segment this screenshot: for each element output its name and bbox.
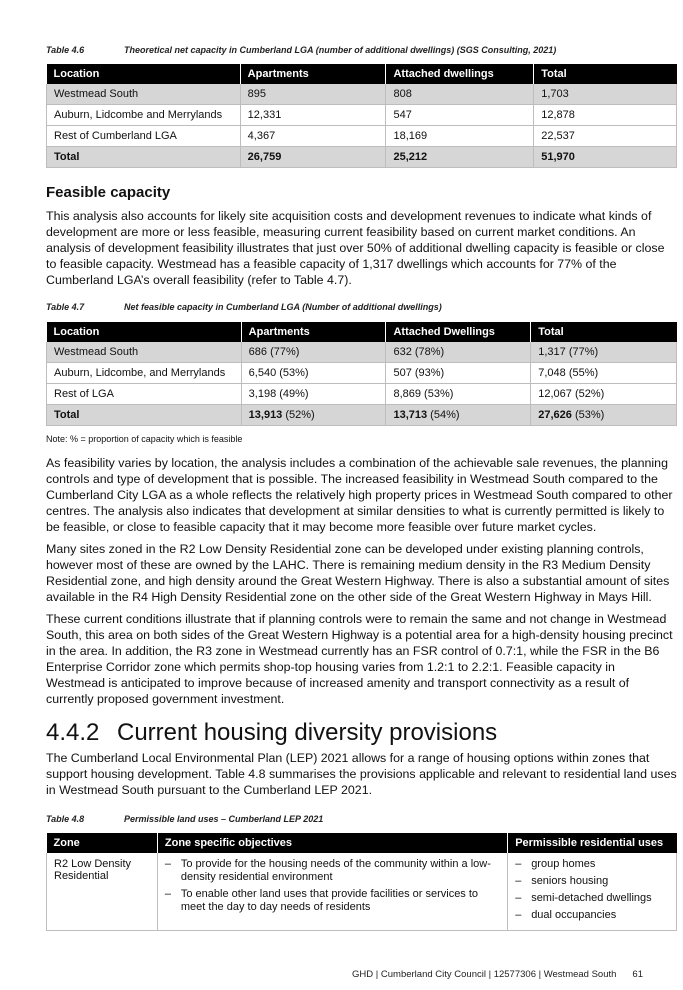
table-row (47, 84, 677, 105)
table-cell (241, 405, 386, 426)
uses-list (515, 858, 669, 922)
table-cell: Total (47, 405, 242, 426)
table-cell: 686 (77%) (241, 342, 386, 363)
table-total-row (47, 147, 677, 168)
table-cell: 6,540 (53%) (241, 363, 386, 384)
table-4-7-caption (46, 302, 442, 312)
table-cell: 7,048 (55%) (531, 363, 677, 384)
table-cell: 8,869 (53%) (386, 384, 531, 405)
column-header: Apartments (241, 322, 386, 342)
list-item: – group homes (515, 858, 669, 871)
table-header-row (47, 322, 677, 342)
column-header: Zone (47, 833, 158, 853)
caption-title: Permissible land uses – Cumberland LEP 2021 (124, 814, 324, 824)
column-header: Permissible residential uses (508, 833, 677, 853)
total-value: 13,713 (393, 409, 428, 421)
section-heading (46, 719, 497, 747)
table-row (47, 342, 677, 363)
table-row (47, 363, 677, 384)
caption-title: Net feasible capacity in Cumberland LGA (Number of additional dwellings) (124, 302, 442, 312)
caption-number: Table 4.6 (46, 45, 85, 55)
column-header: Apartments (240, 64, 386, 84)
table-cell: 507 (93%) (386, 363, 531, 384)
table-row (47, 126, 677, 147)
table-total-row (47, 405, 677, 426)
body-paragraph: These current conditions illustrate that if planning controls were to remain the same and not change in Westmead South, this area on both sides of the Great Western Highway is a potential area for a high-density housing precinct in the area. In addition, the R3 zone in Westmead currently has an FSR control of 0.7:1, while the FSR in the B6 Enterprise Corridor zone which permits shop-top housing varies from 1.2:1 to 2.2:1. Feasible capacity in Westmead is anticipated to improve because of increased amenity and transport connectivity as a result of currently proposed government investment. (46, 612, 673, 706)
table-4-8 (46, 833, 677, 931)
caption-number: Table 4.8 (46, 814, 85, 824)
page-number: 61 (632, 969, 643, 980)
table-cell: Rest of LGA (47, 384, 242, 405)
list-item: – semi-detached dwellings (515, 892, 669, 905)
table-cell (531, 405, 677, 426)
column-header: Location (47, 322, 242, 342)
table-cell: 1,703 (534, 84, 677, 105)
total-percent: (52%) (282, 409, 315, 421)
uses-cell (508, 853, 677, 931)
table-header-row (47, 64, 677, 84)
caption-number: Table 4.7 (46, 302, 85, 312)
list-item: – To provide for the housing needs of the community within a low-density residential environment (165, 858, 500, 884)
table-cell: 632 (78%) (386, 342, 531, 363)
table-4-6 (46, 64, 677, 168)
table-cell: Westmead South (47, 342, 242, 363)
section-paragraph: The Cumberland Local Environmental Plan (LEP) 2021 allows for a range of housing options within zones that support housing development. Table 4.8 summarises the provisions applicable and relevant to residential land uses in Westmead South pursuant to the Cumberland LEP 2021. (46, 751, 677, 797)
table-cell: 22,537 (534, 126, 677, 147)
total-percent: (53%) (571, 409, 605, 421)
column-header: Location (47, 64, 241, 84)
total-value: 13,913 (248, 409, 283, 421)
table-cell: Westmead South (47, 84, 241, 105)
table-cell: 895 (240, 84, 386, 105)
table-cell: Total (47, 147, 241, 168)
column-header: Total (534, 64, 677, 84)
table-cell: Auburn, Lidcombe and Merrylands (47, 105, 241, 126)
table-row (47, 384, 677, 405)
total-percent: (54%) (427, 409, 460, 421)
table-cell: 12,067 (52%) (531, 384, 677, 405)
table-cell: 25,212 (386, 147, 534, 168)
table-cell: 26,759 (240, 147, 386, 168)
section-title: Current housing diversity provisions (117, 719, 498, 746)
table-cell (386, 405, 531, 426)
list-item: – dual occupancies (515, 909, 669, 922)
table-cell: 51,970 (534, 147, 677, 168)
table-header-row (47, 833, 677, 853)
body-paragraph: As feasibility varies by location, the analysis includes a combination of the achievable sale revenues, the planning controls and type of development that is possible. The increased feasibility in Westmead South compared to the Cumberland City LGA as a whole reflects the relatively high property prices in Westmead South compared to other centres. The analysis also indicates that development at similar densities to what is currently permitted is likely to be feasible, or close to feasible capacity that it may become more feasible over future market cycles. (46, 456, 673, 534)
column-header: Total (531, 322, 677, 342)
table-4-6-caption (46, 45, 556, 55)
table-4-7 (46, 322, 677, 426)
zone-cell: R2 Low Density Residential (47, 853, 158, 931)
table-cell: 12,878 (534, 105, 677, 126)
table-cell: 12,331 (240, 105, 386, 126)
table-cell: 3,198 (49%) (241, 384, 386, 405)
table-cell: 1,317 (77%) (531, 342, 677, 363)
table-cell: Auburn, Lidcombe, and Merrylands (47, 363, 242, 384)
page-footer (352, 969, 643, 980)
list-item: – seniors housing (515, 875, 669, 888)
body-paragraph: Many sites zoned in the R2 Low Density Residential zone can be developed under existing planning controls, however most of these are owned by the LAHC. There is remaining medium density in the R3 Medium Density Residential zone, and high density around the Great Western Highway. There is also a substantial amount of sites available in the R4 High Density Residential zone on the other side of the Great Western Highway in Mays Hill. (46, 542, 670, 604)
footer-text: GHD | Cumberland City Council | 12577306 | Westmead South (352, 969, 617, 980)
table-row (47, 853, 677, 931)
column-header: Attached dwellings (386, 64, 534, 84)
section-number: 4.4.2 (46, 719, 100, 746)
table-4-8-caption (46, 814, 323, 824)
feasible-capacity-heading: Feasible capacity (46, 184, 171, 201)
table-row (47, 105, 677, 126)
table-cell: 808 (386, 84, 534, 105)
feasible-capacity-paragraph: This analysis also accounts for likely site acquisition costs and development revenues to indicate what kinds of development are more or less feasible, measuring current feasibility based on current market conditions. An analysis of development feasibility illustrates that just over 50% of additional dwelling capacity is feasible or close to feasible capacity. Westmead has a feasible capacity of 1,317 dwellings which accounts for 77% of the Cumberland LGA’s overall feasibility (refer to Table 4.7). (46, 209, 665, 287)
objectives-list (165, 858, 500, 914)
column-header: Attached Dwellings (386, 322, 531, 342)
objectives-cell (157, 853, 507, 931)
table-cell: 18,169 (386, 126, 534, 147)
table-cell: Rest of Cumberland LGA (47, 126, 241, 147)
table-note: Note: % = proportion of capacity which is feasible (46, 434, 243, 444)
table-cell: 547 (386, 105, 534, 126)
column-header: Zone specific objectives (157, 833, 507, 853)
total-value: 27,626 (538, 409, 572, 421)
caption-title: Theoretical net capacity in Cumberland LGA (number of additional dwellings) (SGS Consulting, 2021) (124, 45, 557, 55)
list-item: – To enable other land uses that provide facilities or services to meet the day to day needs of residents (165, 888, 500, 914)
table-cell: 4,367 (240, 126, 386, 147)
